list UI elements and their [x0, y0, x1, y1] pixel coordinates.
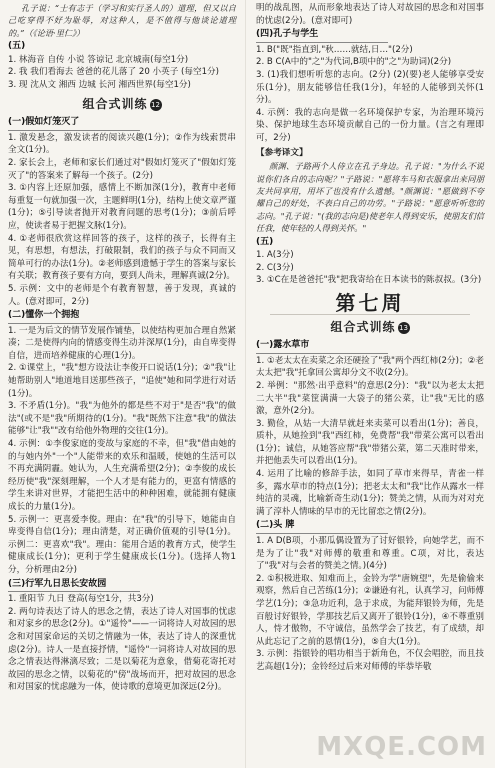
answer-item: 1. A D(B项，小那瓜偶设置为了讨好银铃，向她学艺，而不是为了让"我"对师傅的敬重和尊重。C项，对比，表达了"我"对与会者的赞美之情。)(4分)	[256, 536, 484, 572]
answer-item: 4. ①老师很欣赏这样回答的孩子，这样的孩子，长得有主见，有思想，有想法，打破限制，我们的孩子与众不同而又简单可行的办法(1分)。②老师感到遗憾于学生的答案与家长有关联；教育孩子要有方向，要到人尚未，理解真诚(2分)。	[8, 233, 236, 282]
answer-item: 4. 运用了比喻的修辞手法，如同了草市来得早，青雀一样多，露水草市的特点(1分)；把老太太和"我"比作从露水一样纯洁的灵魂，比喻新奇生动(1分)；赞美之情，从而为对对充满了淳朴人情味的早市的无比留恋之情(2分)。	[256, 469, 484, 517]
answer-item: 5. 示例一：更喜爱李俊。理由：在"我"的引导下，她能由自卑变得自信(1分)；理由清楚，对正确价值观的引导(1分)。示例二：更喜欢"我"。理由：能用合适的教育方式，使学生健康成长(1分)；更利于学生健康成长(1分)。(选择人物1分，分析理由2分)	[8, 514, 236, 575]
answer-item: 2. 两句诗表达了诗人的思念之情，表达了诗人对国事的忧虑和对家乡的思念(2分)。①"遥怜"——一词将诗人对故园的思念和对国家命运的关切之情融为一体，表达了诗人的深重忧虑(2分)。诗人一是直接抒情，"遥怜"一词将诗人对故园的思念之情表达得淋漓尽致；二是以菊花为意象，借菊花寄托对故园的思念之情，以菊花的"傍"战场而开，把对故园的思念和对国家的忧虑融为一体，使诗歌的意境更加深远(2分)。	[8, 606, 236, 693]
training-title-block-right	[256, 321, 484, 336]
answer-item: 4. 示例：①李俊家庭的变故与家庭的不幸，但"我"借由她的的与她内外"一个"人能带来的欢乐和温暖，使她的生活可以不再充满阴霾。她认为，人生充满希望(2分)；②李俊的成长经历使"我"深刻理解，一个人才是有能力的，更富有情感的学生来讲对世界，才能把生活中的种种困难，就能拥有健康成长的力量(1分)。	[8, 439, 236, 512]
answer-item: 3. ①C在是爸爸托"我"把我寄给在日本读书的陈叔叔。(3分)	[256, 275, 482, 286]
column-divider	[245, 0, 246, 768]
answer-item: 2. 我 我们看海去 爸爸的花儿落了 20 小英子 (每空1分)	[8, 67, 219, 78]
answer-item: 1. B("既"指直到,"秋……就结,日…"(2分)	[256, 44, 413, 55]
answer-item: 2. C(3分)	[256, 262, 294, 273]
right-subsection-a-answers	[256, 355, 484, 519]
section-5-heading: (五)	[8, 41, 26, 52]
answer-item: 4. 示例：我的志向是做一名环境保护专家，为治理环境污染、保护地球生态环境贡献自己的一份力量。(言之有理即可，2分)	[256, 107, 484, 143]
subsection-d-answers	[256, 44, 484, 145]
answer-item: 3. 不矛盾(1分)。"我"为他外的都是些不对于"是否"我"的做法"(或不是"我"所期待的(1分)。"我"既然下注意"我"的做法能够"让"我""改有给他外物理的交往(1分)。	[8, 401, 236, 437]
answer-item: 3. ①内容上还原加强，感情上不断加深(1分)，教育中老师每重复一句就加强一次，主题鲜明(1分)，结构上使文章严谨(1分)；⑤引导读者抛开对教育问题的思考(1分)；③前后呼应，使读者易于把握文脉(1分)。	[8, 183, 236, 231]
confucius-quote: 孔子说：“士有志于（学习和实行圣人的）道理，但又以自己吃穿得不好为耻辱，对这种人，是不值得与他谈论道理的。”（《论语·里仁》）	[8, 3, 236, 38]
left-column	[8, 2, 236, 694]
answer-item: 2. 举例："那然·出乎意料"的意思(2分)："我"以为老太太把二大半"我"菜筐满满一大袋子的猪公菜，让"我"无比的感激，意外(2分)。	[256, 380, 484, 417]
subsection-b-answers	[8, 325, 236, 577]
answer-item: 1. 一是为后文的情节发展作铺垫，以使结构更加合理自然紧凑；二是使得内向的情感变得生动并深厚(1分)，由自卑变得自信，进而培养健康的心理(1分)。	[8, 325, 236, 361]
right-section-5-answers	[256, 249, 484, 287]
subsection-d-heading: (四)孔子与学生	[256, 28, 484, 43]
right-subsection-a-heading: (一)露水草市	[256, 339, 484, 354]
answer-item: 1. ①老太太在卖菜之余还硬捡了"我"两个西红柿(2分)；②老太太把"我"托拿回公寓却分文不收(2分)。	[256, 355, 484, 379]
poem-analysis-continued: 明的战乱图，从而形象地表达了诗人对故园的思念和对国事的忧虑(2分)。(意对即可)	[256, 3, 484, 26]
training-title: 组合式训练	[82, 96, 148, 111]
answer-item: 1. 激发悬念，激发读者的阅读兴趣(1分)；②作为线索贯串全文(1分)。	[8, 132, 236, 156]
right-section-5-heading: (五)	[256, 236, 274, 247]
answer-item: 3. (1)我们想听听您的志向。(2分) (2)(要)老人能够享受安乐(1分)，朋友能够信任我(1分)，年轻的人能够到关怀(1分)。	[256, 69, 484, 106]
answer-item: 1. A(3分)	[256, 250, 294, 261]
training-number-badge-right: 13	[399, 323, 408, 332]
answer-item: 2. ①课堂上，"我"想方设法让李俊开口说话(1分)；②"我"让她帮助别人"地道地目送那些孩子，"追使"她和同学进行对话(1分)。	[8, 363, 236, 399]
site-watermark: MXQE.COM	[316, 732, 487, 762]
answer-item: 5. 示例：文中的老师是个有教育智慧，善于发现，真诚的人。(意对即可，2分)	[8, 283, 236, 307]
reference-translation-text: 颜渊、子路两个人侍立在孔子身边。孔子说："为什么不说说你们各自的志向呢？"子路说："愿将车马和衣服拿出来同朋友共同享用，用坏了也没有什么遗憾。"颜渊说："愿做到不夸耀自己的好处，不表白自己的功劳。"子路说："愿意听听您的志向。"孔子说："(我的志向是)使老年人得到安乐，使朋友们信任我，使年轻的人得到关怀。"	[256, 161, 484, 234]
training-title-right: 组合式训练	[330, 319, 396, 334]
answer-item: 1. 重阳节 九日 登高(每空1分，共3分)	[8, 594, 154, 605]
training-number-badge: 12	[151, 100, 160, 109]
subsection-c-heading: (三)行军九日思长安故园	[8, 578, 236, 593]
answer-item: 2. 家长会上，老师和家长们通过对"假如灯笼灭了"假如灯笼灭了"的答案来了解每一个孩子。(2分)	[8, 157, 236, 181]
right-subsection-b-answers	[256, 535, 484, 674]
reference-translation-heading: 【参考译文】	[256, 147, 308, 158]
right-subsection-b-heading: (二)头 牌	[256, 519, 484, 534]
training-title-block	[8, 98, 236, 113]
subsection-c-answers	[8, 593, 236, 694]
right-column	[256, 2, 484, 674]
answer-item: 2. ①积极进取、知难而上，金铃为学"唐婉望"，先是偷偷来观察，然后自己苦练(1分)；②谦逊有礼，认真学习，问师傅学艺(1分)；③急功近利，急于求成，为能拜银铃为师，先是百般讨好银铃，学那技艺后又离开了银铃(1分)，④不尊重别人，恃才傲物，不守诚信，虽然学会了技艺，有了成绩，却从此忘记了之前的恩情(1分)，⑤自大(1分)。	[256, 573, 484, 647]
week-title: 第七周	[335, 290, 405, 315]
answer-item: 1. 林海音 自传 小说 答谅记 北京城南(每空1分)	[8, 54, 189, 65]
answer-item: 3. 勤俭，从姑一大清早就赶来卖菜可以看出(1分)；善良，质朴，从她捡到"我"西红柿，免费帮"我"带菜公寓可以看出(1分)；诚信，从她答应帮"我"带猪公菜，第二天准时带来，并把他丢失可以看出(1分)。	[256, 418, 484, 467]
section-5-answers	[8, 54, 236, 92]
subsection-a-heading: (一)假如灯笼灭了	[8, 116, 236, 131]
answer-item: 3. 示例：指银铃的唱功相当于新角色，不仅会唱腔，而且技艺高超(1分)；金铃经过后来对师傅的毕恭毕敬	[256, 649, 484, 672]
subsection-a-answers	[8, 132, 236, 308]
subsection-b-heading: (二)懂你一个拥抱	[8, 309, 236, 324]
answer-item: 3. 现 沈从文 湘西 边城 长河 湘西世界(每空1分)	[8, 80, 191, 90]
answer-item: 2. B C(A中的"之"为代词,B项中的"之"为助词)(2分)	[256, 57, 452, 68]
